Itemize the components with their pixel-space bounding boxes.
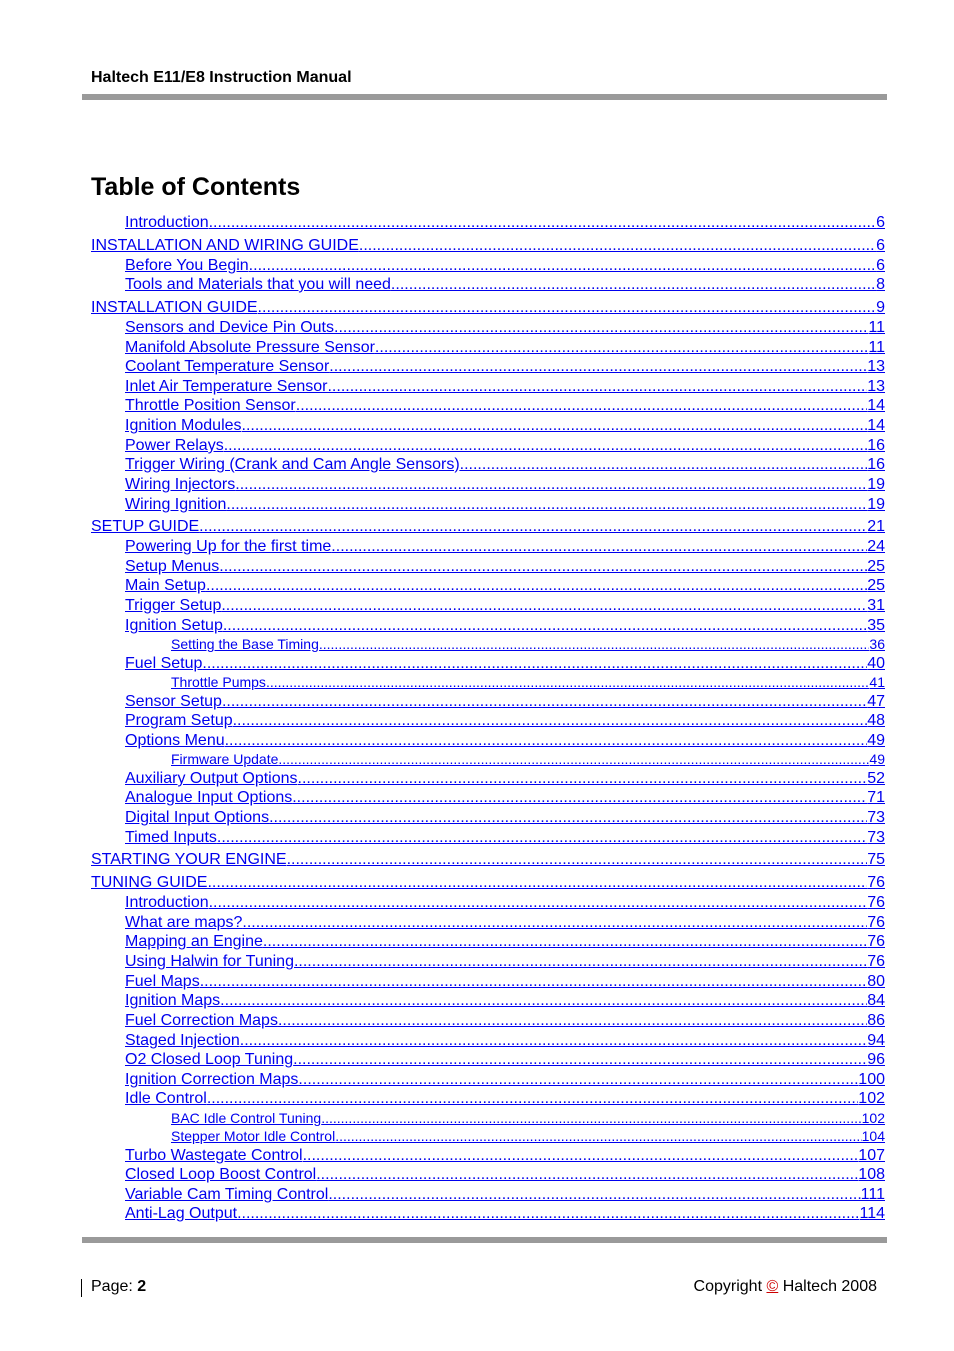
toc-entry-page: 14: [867, 397, 885, 414]
toc-entry[interactable]: [125, 1031, 885, 1051]
toc-entry-page: 41: [869, 674, 885, 690]
toc-dot-leader: [296, 396, 867, 416]
toc-entry[interactable]: [125, 972, 885, 992]
toc-dot-leader: [220, 991, 867, 1011]
toc-entry-page: 76: [867, 933, 885, 950]
toc-entry-title: Closed Loop Boost Control: [125, 1166, 317, 1183]
toc-entry-page: 35: [867, 617, 885, 634]
toc-entry-title: Using Halwin for Tuning: [125, 953, 294, 970]
toc-entry[interactable]: [125, 1146, 885, 1166]
toc-entry-page: 40: [867, 655, 885, 672]
toc-entry-page: 6: [876, 237, 885, 254]
toc-dot-leader: [223, 616, 867, 636]
toc-entry[interactable]: [125, 654, 885, 674]
toc-dot-leader: [319, 635, 870, 653]
toc-dot-leader: [294, 952, 867, 972]
page-number-value: 2: [137, 1278, 147, 1295]
toc-entry-title: Fuel Correction Maps: [125, 1012, 278, 1029]
toc-dot-leader: [269, 808, 867, 828]
toc-entry[interactable]: [125, 475, 885, 495]
toc-entry-page: 47: [867, 693, 885, 710]
toc-entry-page: 76: [867, 894, 885, 911]
toc-entry-title: Sensor Setup: [125, 693, 222, 710]
toc-dot-leader: [240, 1031, 867, 1051]
footer-divider: [82, 1237, 887, 1243]
toc-entry-page: 100: [858, 1071, 885, 1088]
toc-entry[interactable]: [171, 1127, 885, 1145]
toc-entry-title: TUNING GUIDE: [91, 874, 208, 891]
toc-entry-title: Ignition Correction Maps: [125, 1071, 299, 1088]
toc-entry-page: 80: [867, 973, 885, 990]
toc-entry-title: Inlet Air Temperature Sensor: [125, 378, 328, 395]
toc-dot-leader: [222, 692, 867, 712]
copyright-suffix: Haltech 2008: [778, 1278, 877, 1295]
toc-entry-title: Anti-Lag Output: [125, 1205, 238, 1222]
toc-dot-leader: [258, 298, 877, 318]
toc-entry-title: Program Setup: [125, 712, 233, 729]
toc-dot-leader: [200, 972, 868, 992]
toc-entry-title: Fuel Maps: [125, 973, 200, 990]
toc-dot-leader: [242, 913, 867, 933]
toc-dot-leader: [335, 1127, 861, 1145]
toc-entry-title: O2 Closed Loop Tuning: [125, 1051, 294, 1068]
toc-entry[interactable]: [91, 873, 885, 893]
toc-entry[interactable]: [91, 850, 885, 870]
toc-entry[interactable]: [125, 1165, 885, 1185]
toc-entry-title: Sensors and Device Pin Outs: [125, 319, 334, 336]
toc-entry[interactable]: [125, 576, 885, 596]
toc-entry[interactable]: [171, 673, 885, 691]
toc-entry[interactable]: [125, 769, 885, 789]
toc-dot-leader: [237, 1204, 859, 1224]
toc-entry-page: 13: [867, 358, 885, 375]
toc-entry-page: 13: [867, 378, 885, 395]
toc-entry-title: Trigger Setup: [125, 597, 222, 614]
toc-entry[interactable]: [125, 436, 885, 456]
toc-entry-page: 21: [867, 518, 885, 535]
toc-entry[interactable]: [125, 731, 885, 751]
toc-dot-leader: [375, 338, 868, 358]
toc-entry-title: Analogue Input Options: [125, 789, 293, 806]
toc-entry[interactable]: [125, 1089, 885, 1109]
toc-entry[interactable]: [91, 517, 885, 537]
toc-dot-leader: [263, 932, 867, 952]
toc-entry-page: 31: [867, 597, 885, 614]
toc-dot-leader: [206, 576, 867, 596]
toc-entry-title: Auxiliary Output Options: [125, 770, 298, 787]
toc-entry-title: Introduction: [125, 894, 209, 911]
toc-entry[interactable]: [125, 913, 885, 933]
toc-entry-title: Ignition Modules: [125, 417, 242, 434]
toc-entry[interactable]: [125, 557, 885, 577]
toc-entry[interactable]: [125, 318, 885, 338]
toc-entry-title: Setting the Base Timing: [171, 636, 319, 652]
toc-entry-page: 76: [867, 874, 885, 891]
toc-entry-page: 73: [867, 809, 885, 826]
toc-dot-leader: [292, 788, 867, 808]
toc-entry-title: Tools and Materials that you will need: [125, 276, 391, 293]
toc-entry[interactable]: [125, 416, 885, 436]
toc-entry-page: 96: [867, 1051, 885, 1068]
toc-entry-title: Throttle Pumps: [171, 674, 266, 690]
toc-entry[interactable]: [125, 495, 885, 515]
toc-entry-title: Ignition Setup: [125, 617, 223, 634]
toc-entry-title: Trigger Wiring (Crank and Cam Angle Sensors): [125, 456, 460, 473]
toc-entry-title: STARTING YOUR ENGINE: [91, 851, 287, 868]
toc-heading: Table of Contents: [91, 173, 301, 201]
toc-entry-page: 107: [858, 1147, 885, 1164]
toc-entry[interactable]: [125, 396, 885, 416]
toc-entry-title: Setup Menus: [125, 558, 220, 575]
toc-dot-leader: [391, 275, 876, 295]
toc-entry-page: 8: [876, 276, 885, 293]
toc-dot-leader: [278, 750, 869, 768]
toc-entry-page: 76: [867, 914, 885, 931]
toc-entry-page: 76: [867, 953, 885, 970]
toc-entry-page: 49: [867, 732, 885, 749]
toc-dot-leader: [303, 1146, 859, 1166]
toc-entry-title: INSTALLATION AND WIRING GUIDE: [91, 237, 359, 254]
toc-dot-leader: [242, 416, 868, 436]
toc-entry[interactable]: [91, 298, 885, 318]
toc-entry[interactable]: [125, 991, 885, 1011]
toc-dot-leader: [226, 495, 867, 515]
toc-entry-page: 86: [867, 1012, 885, 1029]
toc-entry-page: 19: [867, 496, 885, 513]
toc-entry-title: BAC Idle Control Tuning: [171, 1110, 322, 1126]
toc-entry-page: 102: [861, 1110, 885, 1126]
toc-dot-leader: [221, 596, 867, 616]
toc-entry[interactable]: [125, 455, 885, 475]
toc-entry[interactable]: [125, 1204, 885, 1224]
toc-entry[interactable]: [125, 952, 885, 972]
toc-entry-page: 94: [867, 1032, 885, 1049]
toc-entry-page: 71: [867, 789, 885, 806]
toc-entry[interactable]: [125, 711, 885, 731]
toc-entry[interactable]: [125, 893, 885, 913]
toc-entry-title: Ignition Maps: [125, 992, 221, 1009]
toc-entry-title: Powering Up for the first time: [125, 538, 332, 555]
toc-entry-page: 25: [867, 577, 885, 594]
toc-entry[interactable]: [171, 1109, 885, 1127]
copyright-notice: [694, 1278, 877, 1296]
toc-entry-page: 52: [867, 770, 885, 787]
copyright-prefix: Copyright: [693, 1278, 767, 1295]
document-title: Haltech E11/E8 Instruction Manual: [91, 69, 352, 86]
toc-dot-leader: [327, 377, 867, 397]
toc-entry-page: 25: [867, 558, 885, 575]
toc-entry-title: Fuel Setup: [125, 655, 203, 672]
toc-dot-leader: [209, 893, 868, 913]
toc-entry-page: 111: [860, 1186, 885, 1203]
toc-entry[interactable]: [125, 357, 885, 377]
toc-dot-leader: [278, 1011, 867, 1031]
toc-entry[interactable]: [171, 635, 885, 653]
toc-dot-leader: [266, 673, 869, 691]
toc-entry[interactable]: [125, 616, 885, 636]
toc-entry[interactable]: [125, 788, 885, 808]
toc-entry-page: 36: [869, 636, 885, 652]
toc-entry[interactable]: [125, 932, 885, 952]
toc-entry-page: 104: [861, 1128, 885, 1144]
toc-entry[interactable]: [125, 692, 885, 712]
toc-entry-title: INSTALLATION GUIDE: [91, 299, 258, 316]
toc-dot-leader: [207, 1089, 858, 1109]
toc-entry-page: 14: [867, 417, 885, 434]
toc-dot-leader: [298, 769, 868, 789]
toc-entry-title: What are maps?: [125, 914, 243, 931]
toc-entry[interactable]: [125, 1185, 885, 1205]
toc-entry-page: 16: [867, 456, 885, 473]
toc-entry-title: Firmware Update: [171, 751, 279, 767]
toc-entry-title: Idle Control: [125, 1090, 207, 1107]
toc-dot-leader: [328, 1185, 860, 1205]
copyright-symbol[interactable]: ©: [766, 1278, 779, 1295]
toc-entry-title: Turbo Wastegate Control: [125, 1147, 303, 1164]
toc-entry-title: Coolant Temperature Sensor: [125, 358, 330, 375]
toc-dot-leader: [321, 1109, 861, 1127]
toc-entry-page: 16: [867, 437, 885, 454]
toc-entry-title: Digital Input Options: [125, 809, 270, 826]
page-label: Page:: [91, 1278, 138, 1295]
toc-dot-leader: [219, 557, 867, 577]
toc-entry-title: Variable Cam Timing Control: [125, 1186, 329, 1203]
toc-entry-title: Manifold Absolute Pressure Sensor: [125, 339, 375, 356]
toc-dot-leader: [224, 436, 868, 456]
toc-entry-title: Throttle Position Sensor: [125, 397, 296, 414]
toc-dot-leader: [287, 850, 868, 870]
toc-dot-leader: [233, 711, 868, 731]
toc-entry[interactable]: [91, 236, 885, 256]
toc-entry-page: 9: [876, 299, 885, 316]
toc-entry[interactable]: [125, 1050, 885, 1070]
toc-entry[interactable]: [125, 828, 885, 848]
toc-entry-title: Power Relays: [125, 437, 224, 454]
toc-entry-page: 6: [876, 214, 885, 231]
toc-entry-title: Before You Begin: [125, 257, 249, 274]
toc-dot-leader: [225, 731, 868, 751]
toc-entry-title: Timed Inputs: [125, 829, 217, 846]
toc-entry-title: Main Setup: [125, 577, 206, 594]
toc-entry-page: 75: [867, 851, 885, 868]
toc-entry-title: Wiring Ignition: [125, 496, 227, 513]
toc-dot-leader: [199, 517, 867, 537]
toc-entry-page: 24: [867, 538, 885, 555]
toc-entry-page: 84: [867, 992, 885, 1009]
toc-entry[interactable]: [171, 750, 885, 768]
toc-entry-title: SETUP GUIDE: [91, 518, 200, 535]
toc-entry-page: 11: [868, 339, 885, 356]
toc-dot-leader: [316, 1165, 858, 1185]
toc-entry[interactable]: [125, 275, 885, 295]
toc-entry[interactable]: [125, 213, 885, 233]
toc-entry-page: 108: [858, 1166, 885, 1183]
toc-entry-title: Staged Injection: [125, 1032, 240, 1049]
toc-dot-leader: [207, 873, 867, 893]
toc-entry[interactable]: [125, 596, 885, 616]
toc-dot-leader: [209, 213, 876, 233]
toc-dot-leader: [460, 455, 868, 475]
toc-entry-title: Stepper Motor Idle Control: [171, 1128, 336, 1144]
toc-entry[interactable]: [125, 1070, 885, 1090]
toc-entry-page: 11: [868, 319, 885, 336]
toc-entry[interactable]: [125, 256, 885, 276]
toc-entry[interactable]: [125, 338, 885, 358]
toc-entry[interactable]: [125, 1011, 885, 1031]
toc-dot-leader: [298, 1070, 858, 1090]
toc-dot-leader: [331, 537, 867, 557]
toc-dot-leader: [235, 475, 867, 495]
toc-dot-leader: [359, 236, 876, 256]
toc-entry[interactable]: [125, 537, 885, 557]
page-number: [91, 1278, 146, 1296]
toc-dot-leader: [249, 256, 876, 276]
toc-dot-leader: [329, 357, 867, 377]
toc-entry-page: 49: [869, 751, 885, 767]
toc-entry-page: 48: [867, 712, 885, 729]
toc-dot-leader: [202, 654, 867, 674]
footer-marker: [81, 1279, 82, 1297]
toc-dot-leader: [217, 828, 867, 848]
toc-entry-title: Options Menu: [125, 732, 225, 749]
toc-entry-page: 102: [858, 1090, 885, 1107]
toc-entry-title: Introduction: [125, 214, 209, 231]
toc-dot-leader: [293, 1050, 867, 1070]
toc-entry-page: 73: [867, 829, 885, 846]
toc-entry-page: 6: [876, 257, 885, 274]
toc-entry-title: Wiring Injectors: [125, 476, 236, 493]
toc-entry-page: 19: [867, 476, 885, 493]
toc-dot-leader: [334, 318, 868, 338]
toc-entry-title: Mapping an Engine: [125, 933, 263, 950]
toc-entry[interactable]: [125, 377, 885, 397]
toc-entry-page: 114: [859, 1205, 885, 1222]
toc-entry[interactable]: [125, 808, 885, 828]
